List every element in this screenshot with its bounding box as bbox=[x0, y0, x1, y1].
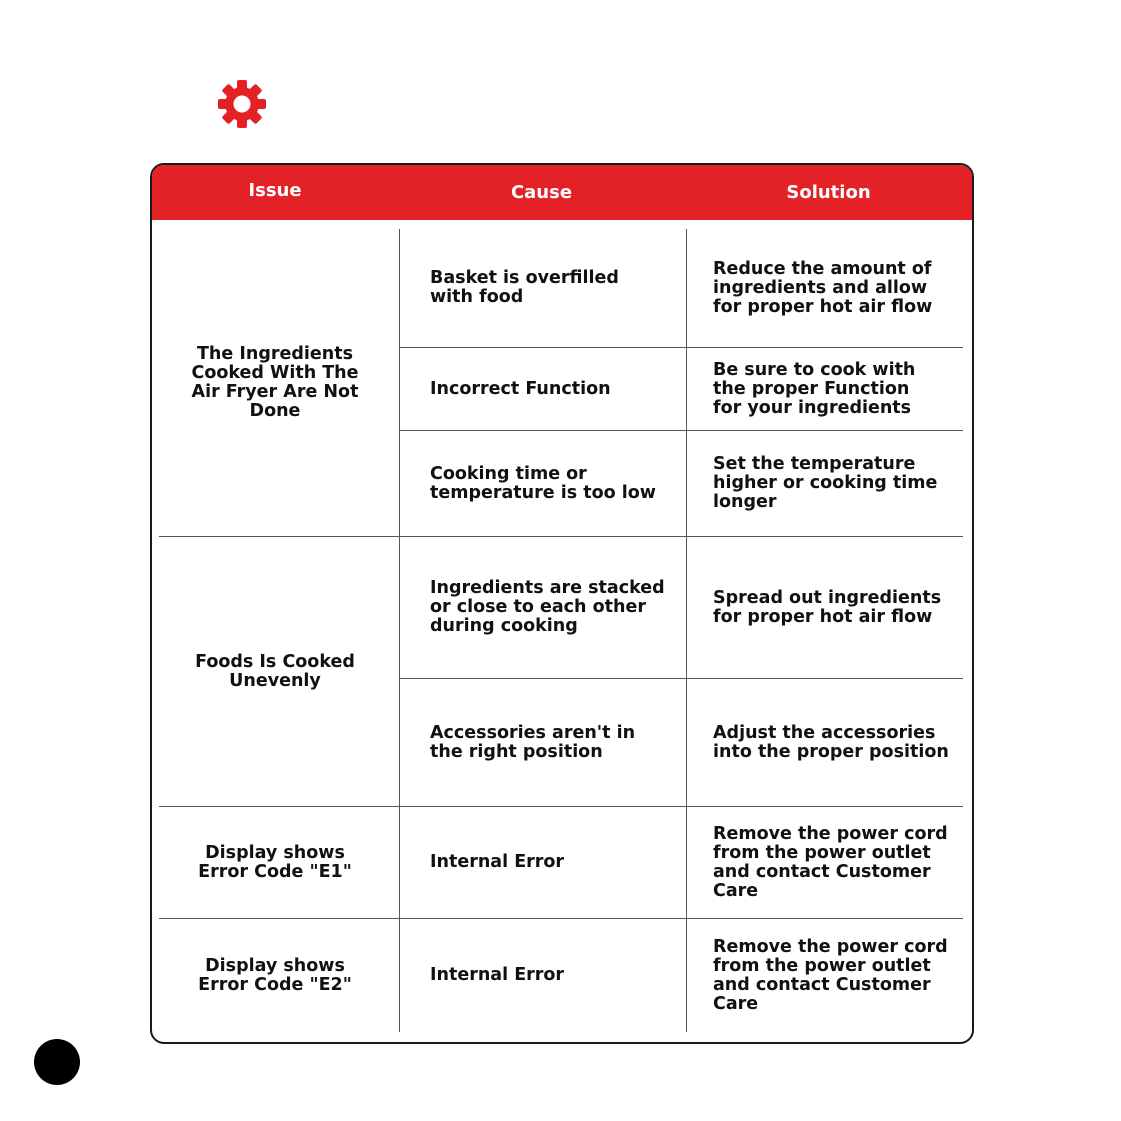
cause-cell bbox=[430, 537, 680, 678]
cause-cell bbox=[430, 807, 680, 918]
header-cause: Cause bbox=[510, 182, 573, 203]
issue-text: Display shows Error Code "E2" bbox=[198, 955, 352, 995]
issue-cell bbox=[159, 537, 391, 806]
header-solution: Solution bbox=[786, 182, 871, 203]
cause-text: Cooking time or temperature is too low bbox=[430, 463, 656, 503]
solution-text: Remove the power cord from the power outlet and contact Customer Care bbox=[713, 936, 948, 1014]
cause-cell bbox=[430, 348, 680, 430]
header-issue: Issue bbox=[248, 180, 302, 201]
solution-cell bbox=[713, 679, 968, 806]
solution-cell bbox=[713, 348, 968, 430]
troubleshooting-table bbox=[150, 163, 974, 1044]
page-marker-dot bbox=[34, 1039, 80, 1085]
cause-text: Internal Error bbox=[430, 965, 565, 985]
solution-text: Set the temperature higher or cooking time longer bbox=[713, 454, 938, 512]
solution-text: Adjust the accessories into the proper position bbox=[713, 722, 949, 762]
solution-text: Reduce the amount of ingredients and allow for proper hot air flow bbox=[713, 258, 933, 317]
issue-text: The Ingredients Cooked With The Air Fryer Are Not Done bbox=[191, 343, 359, 421]
issue-text: Foods Is Cooked Unevenly bbox=[195, 651, 355, 691]
issue-cell bbox=[159, 919, 391, 1032]
issue-text: Display shows Error Code "E1" bbox=[198, 842, 352, 882]
cause-cell bbox=[430, 229, 680, 347]
cause-cell bbox=[430, 431, 680, 536]
solution-cell bbox=[713, 537, 968, 678]
cause-cell bbox=[430, 919, 680, 1032]
issue-cell bbox=[159, 807, 391, 918]
solution-cell bbox=[713, 229, 968, 347]
issue-cell bbox=[159, 229, 391, 536]
cause-text: Accessories aren't in the right position bbox=[430, 722, 636, 762]
solution-text: Remove the power cord from the power outlet and contact Customer Care bbox=[713, 823, 948, 901]
gear-icon bbox=[216, 78, 268, 130]
cause-cell bbox=[430, 679, 680, 806]
cause-text: Basket is overfilled with food bbox=[430, 268, 619, 307]
cause-text: Ingredients are stacked or close to each other during cooking bbox=[430, 578, 665, 636]
column-divider bbox=[399, 229, 400, 1032]
cause-text: Internal Error bbox=[430, 852, 565, 872]
solution-text: Be sure to cook with the proper Function for your ingredients bbox=[713, 359, 916, 418]
solution-cell bbox=[713, 431, 968, 536]
cause-text: Incorrect Function bbox=[430, 378, 611, 399]
solution-text: Spread out ingredients for proper hot air flow bbox=[713, 587, 942, 627]
table-header bbox=[152, 165, 972, 220]
solution-cell bbox=[713, 807, 968, 918]
solution-cell bbox=[713, 919, 968, 1032]
column-divider bbox=[686, 229, 687, 1032]
